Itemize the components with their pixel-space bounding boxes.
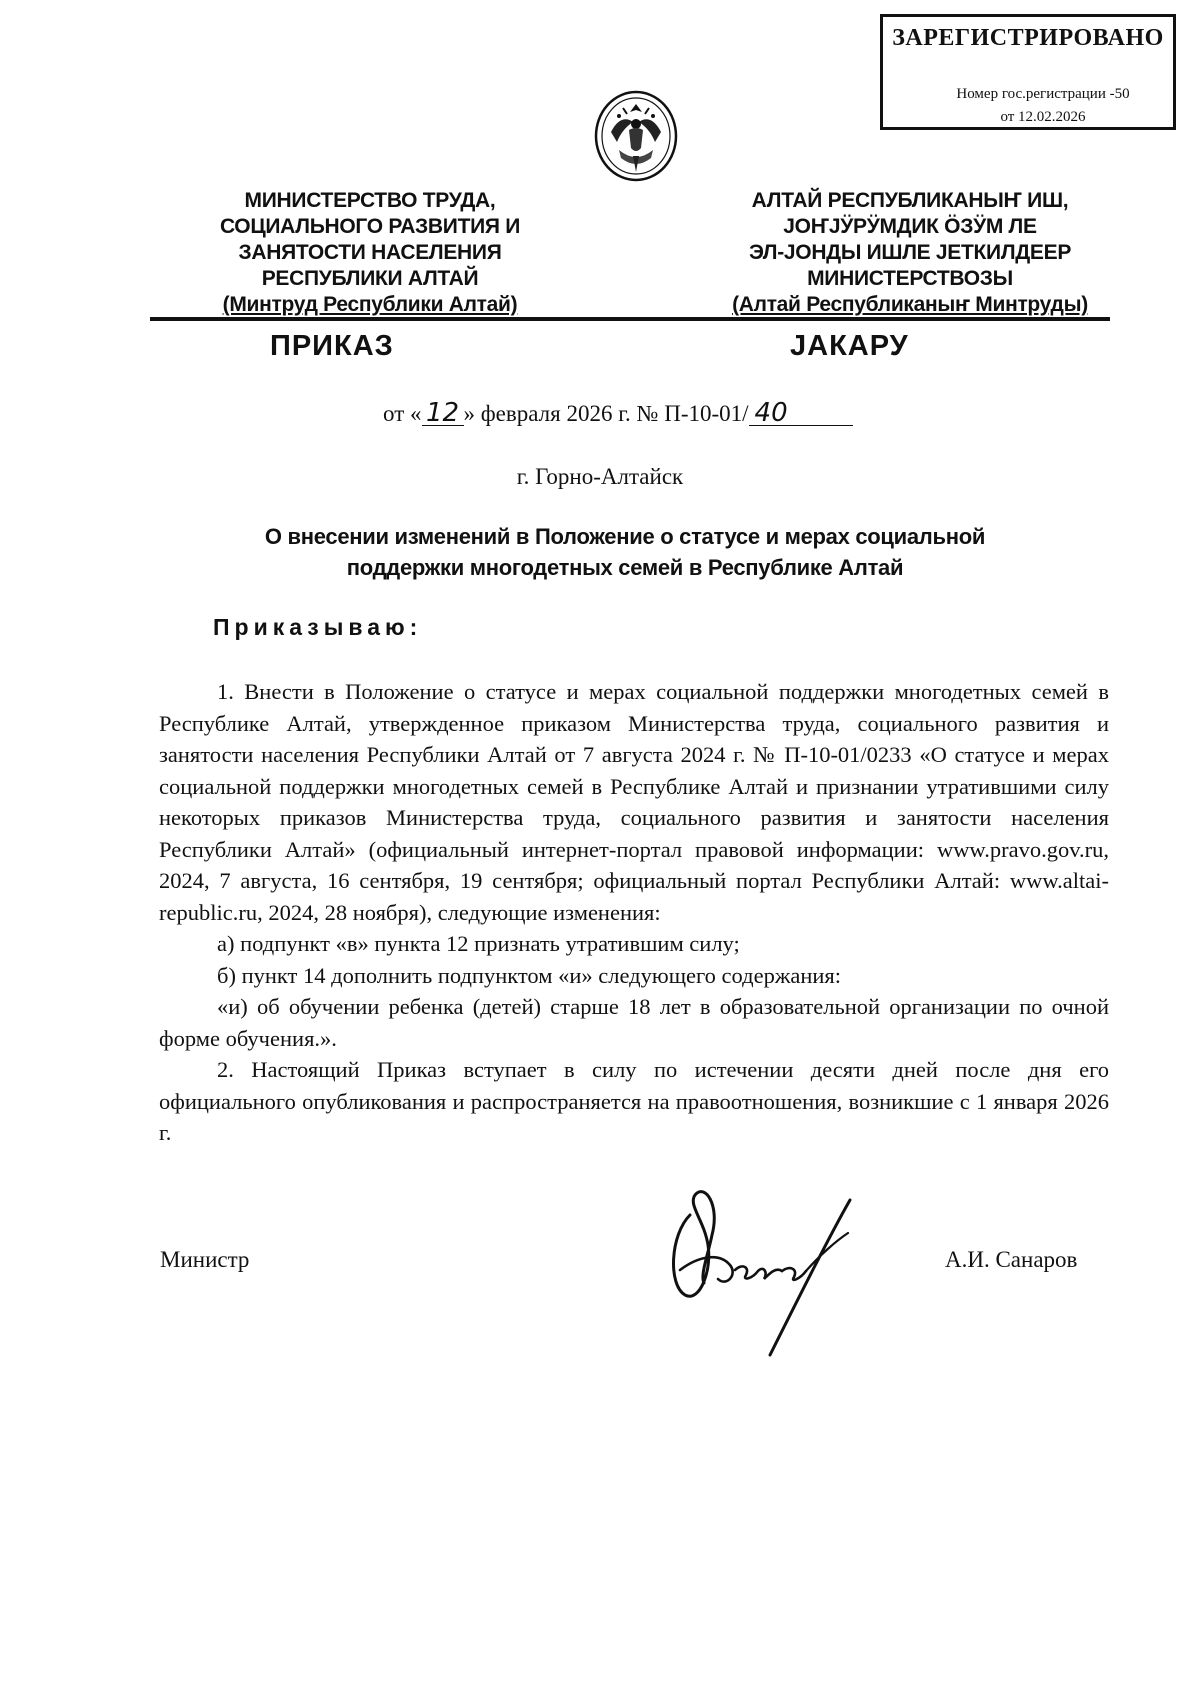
handwritten-signature-icon — [660, 1175, 860, 1365]
paragraph-item-1: 1. Внести в Положение о статусе и мерах социальной поддержки многодетных семей в Республике Алтай, утвержденное приказом Министерства труда, социального развития и занятости населения Республики Алтай от 7 августа 2024 г. № П-10-01/0233 «О статусе и мерах социальной поддержки многодетных семей в Республике Алтай и признании утратившими силу некоторых приказов Министерства труда, социального развития и занятости населения Республики Алтай» (официальный интернет-портал правовой информации: www.pravo.gov.ru, 2024, 7 августа, 16 сентября, 19 сентября; официальный портал Республики Алтай: www.altai-republic.ru, 2024, 28 ноября), следующие изменения: — [159, 679, 1109, 925]
ministry-name-line: МИНИСТЕРСТВОЗЫ — [807, 267, 1013, 290]
ministry-name-line: ЈОҤЈӰРӰМДИК ӦЗӰМ ЛЕ — [783, 215, 1037, 238]
ministry-name-line: СОЦИАЛЬНОГО РАЗВИТИЯ И — [219, 215, 521, 238]
paragraph-item-2: 2. Настоящий Приказ вступает в силу по истечении десяти дней после дня его официального опубликования и распространяется на правоотношения, возникшие с 1 января 2026 г. — [159, 1057, 1109, 1145]
paragraph-subitem-text: «и) об обучении ребенка (детей) старше 18 лет в образовательной организации по очной форме обучения.». — [159, 994, 1109, 1051]
handwritten-document-number: 40 — [749, 401, 853, 426]
stamp-title: ЗАРЕГИСТРИРОВАНО — [892, 25, 1164, 51]
ministry-name-russian — [170, 188, 570, 318]
document-subject — [160, 521, 1090, 583]
paragraph-subitem-a: а) подпункт «в» пункта 12 признать утратившим силу; — [217, 931, 740, 956]
ministry-short-name: (Алтай Республиканыҥ Минтруды) — [732, 293, 1088, 316]
ministry-name-line: АЛТАЙ РЕСПУБЛИКАНЫҤ ИШ, — [751, 189, 1069, 212]
ministry-short-name: (Минтруд Республики Алтай) — [222, 293, 518, 316]
signatory-title: Министр — [160, 1247, 250, 1272]
document-date-number — [383, 398, 853, 428]
document-type-altai: ЈАКАРУ — [790, 330, 909, 362]
ministry-name-line: ЭЛ-ЈОНДЫ ИШЛЕ ЈЕТКИЛДЕЕР — [748, 241, 1072, 264]
coat-of-arms-icon — [593, 86, 679, 182]
order-body — [159, 676, 1109, 1149]
header-divider — [150, 317, 1110, 321]
signatory-name: А.И. Санаров — [945, 1247, 1078, 1272]
subject-line: О внесении изменений в Положение о статусе и мерах социальной — [264, 524, 986, 549]
ministry-name-line: МИНИСТЕРСТВО ТРУДА, — [244, 189, 496, 212]
ministry-name-line: РЕСПУБЛИКИ АЛТАЙ — [261, 267, 479, 290]
paragraph-subitem-b: б) пункт 14 дополнить подпунктом «и» следующего содержания: — [217, 962, 842, 988]
handwritten-day: 12 — [422, 401, 464, 426]
order-heading: Приказываю: — [213, 614, 423, 640]
date-middle: » февраля 2026 г. № П-10-01/ — [463, 401, 749, 426]
registration-stamp — [880, 14, 1176, 130]
ministry-name-altai — [700, 188, 1120, 318]
subject-line: поддержки многодетных семей в Республике Алтай — [346, 555, 904, 580]
city: г. Горно-Алтайск — [516, 464, 684, 489]
date-prefix: от « — [383, 401, 422, 426]
stamp-registration-number: Номер гос.регистрации -50 — [956, 86, 1130, 102]
ministry-name-line: ЗАНЯТОСТИ НАСЕЛЕНИЯ — [238, 241, 502, 264]
document-type-russian: ПРИКАЗ — [270, 330, 394, 362]
stamp-registration-date: от 12.02.2026 — [1000, 109, 1086, 125]
